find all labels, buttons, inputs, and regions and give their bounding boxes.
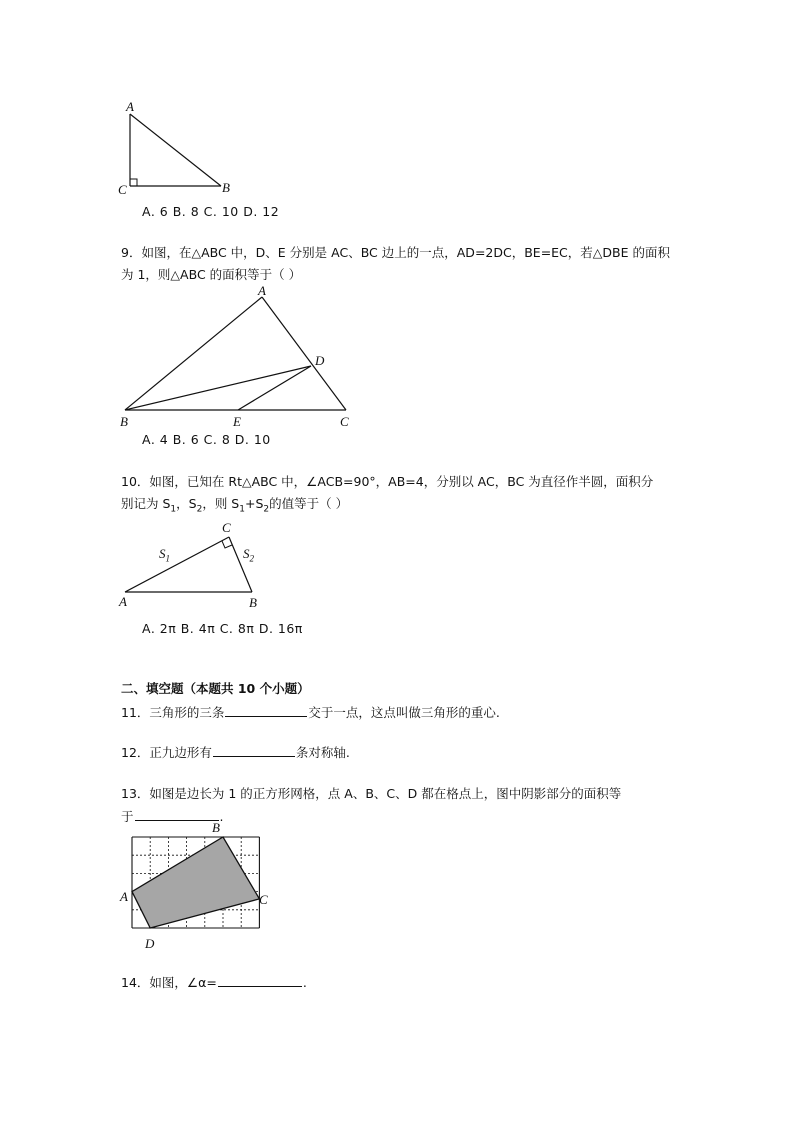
q14-pre: 14．如图，∠α= <box>121 975 217 990</box>
q9-label-e: E <box>233 414 241 429</box>
q10-line2-post: 的值等于（ ） <box>269 496 349 511</box>
q13-shaded-quadrilateral <box>132 837 259 928</box>
q10-options: A. 2π B. 4π C. 8π D. 16π <box>142 621 303 636</box>
q11-post: 交于一点，这点叫做三角形的重心. <box>308 705 500 720</box>
q8-label-a: A <box>126 99 134 114</box>
q10-line2-mid2: ，则 S <box>202 496 240 511</box>
q9-text-line2: 为 1，则△ABC 的面积等于（ ） <box>121 267 302 282</box>
q13-label-d: D <box>145 936 155 951</box>
q13-label-a: A <box>120 889 128 904</box>
q10-line2-pre: 别记为 S <box>121 496 171 511</box>
q10-label-s1-letter: S <box>159 546 166 561</box>
q10-text-line1: 10．如图，已知在 Rt△ABC 中，∠ACB=90°，AB=4，分别以 AC，BC 为直径作半圆，面积分 <box>121 474 654 489</box>
q8-options: A. 6 B. 8 C. 10 D. 12 <box>142 204 280 219</box>
q9-options: A. 4 B. 6 C. 8 D. 10 <box>142 432 271 447</box>
q10-line2-mid: ，S <box>176 496 197 511</box>
q10-line2-sub4: 2 <box>263 504 270 515</box>
q11-pre: 11．三角形的三条 <box>121 705 225 720</box>
q10-line2-sub1: 1 <box>170 504 177 515</box>
q13-label-b: B <box>212 820 220 835</box>
q12-pre: 12．正九边形有 <box>121 745 212 760</box>
q14 <box>121 974 307 991</box>
q8-label-c: C <box>118 182 127 197</box>
q8-label-b: B <box>222 180 230 195</box>
q14-post: . <box>302 975 307 990</box>
q14-answer-blank[interactable] <box>218 974 302 987</box>
q10-label-b: B <box>249 595 257 610</box>
q10-label-s2-sub: 2 <box>249 553 254 564</box>
q9-text-line1: 9．如图，在△ABC 中，D、E 分别是 AC、BC 边上的一点，AD=2DC，BE=EC，若△DBE 的面积 <box>121 245 670 260</box>
q9-label-a: A <box>258 283 266 298</box>
q10-line2-mid3: +S <box>244 496 264 511</box>
q10-label-a: A <box>119 594 127 609</box>
q13-text-line1: 13．如图是边长为 1 的正方形网格，点 A、B、C、D 都在格点上，图中阴影部分的面积等 <box>121 786 622 801</box>
q13-line2-pre: 于 <box>121 809 134 824</box>
q10-label-s2-letter: S <box>243 546 250 561</box>
q9-label-d: D <box>315 353 325 368</box>
q10-label-s1-sub: 1 <box>165 553 170 564</box>
section2-heading: 二、填空题（本题共 10 个小题） <box>121 681 310 696</box>
q10-line2-sub3: 1 <box>239 504 245 515</box>
q9-label-c: C <box>340 414 349 429</box>
q10-label-c: C <box>222 520 231 535</box>
q12-post: 条对称轴. <box>295 745 350 760</box>
q13-label-c: C <box>259 892 268 907</box>
q10-line2-sub2: 2 <box>196 504 203 515</box>
q13-line2-post: . <box>219 809 224 824</box>
q9-label-b: B <box>120 414 128 429</box>
